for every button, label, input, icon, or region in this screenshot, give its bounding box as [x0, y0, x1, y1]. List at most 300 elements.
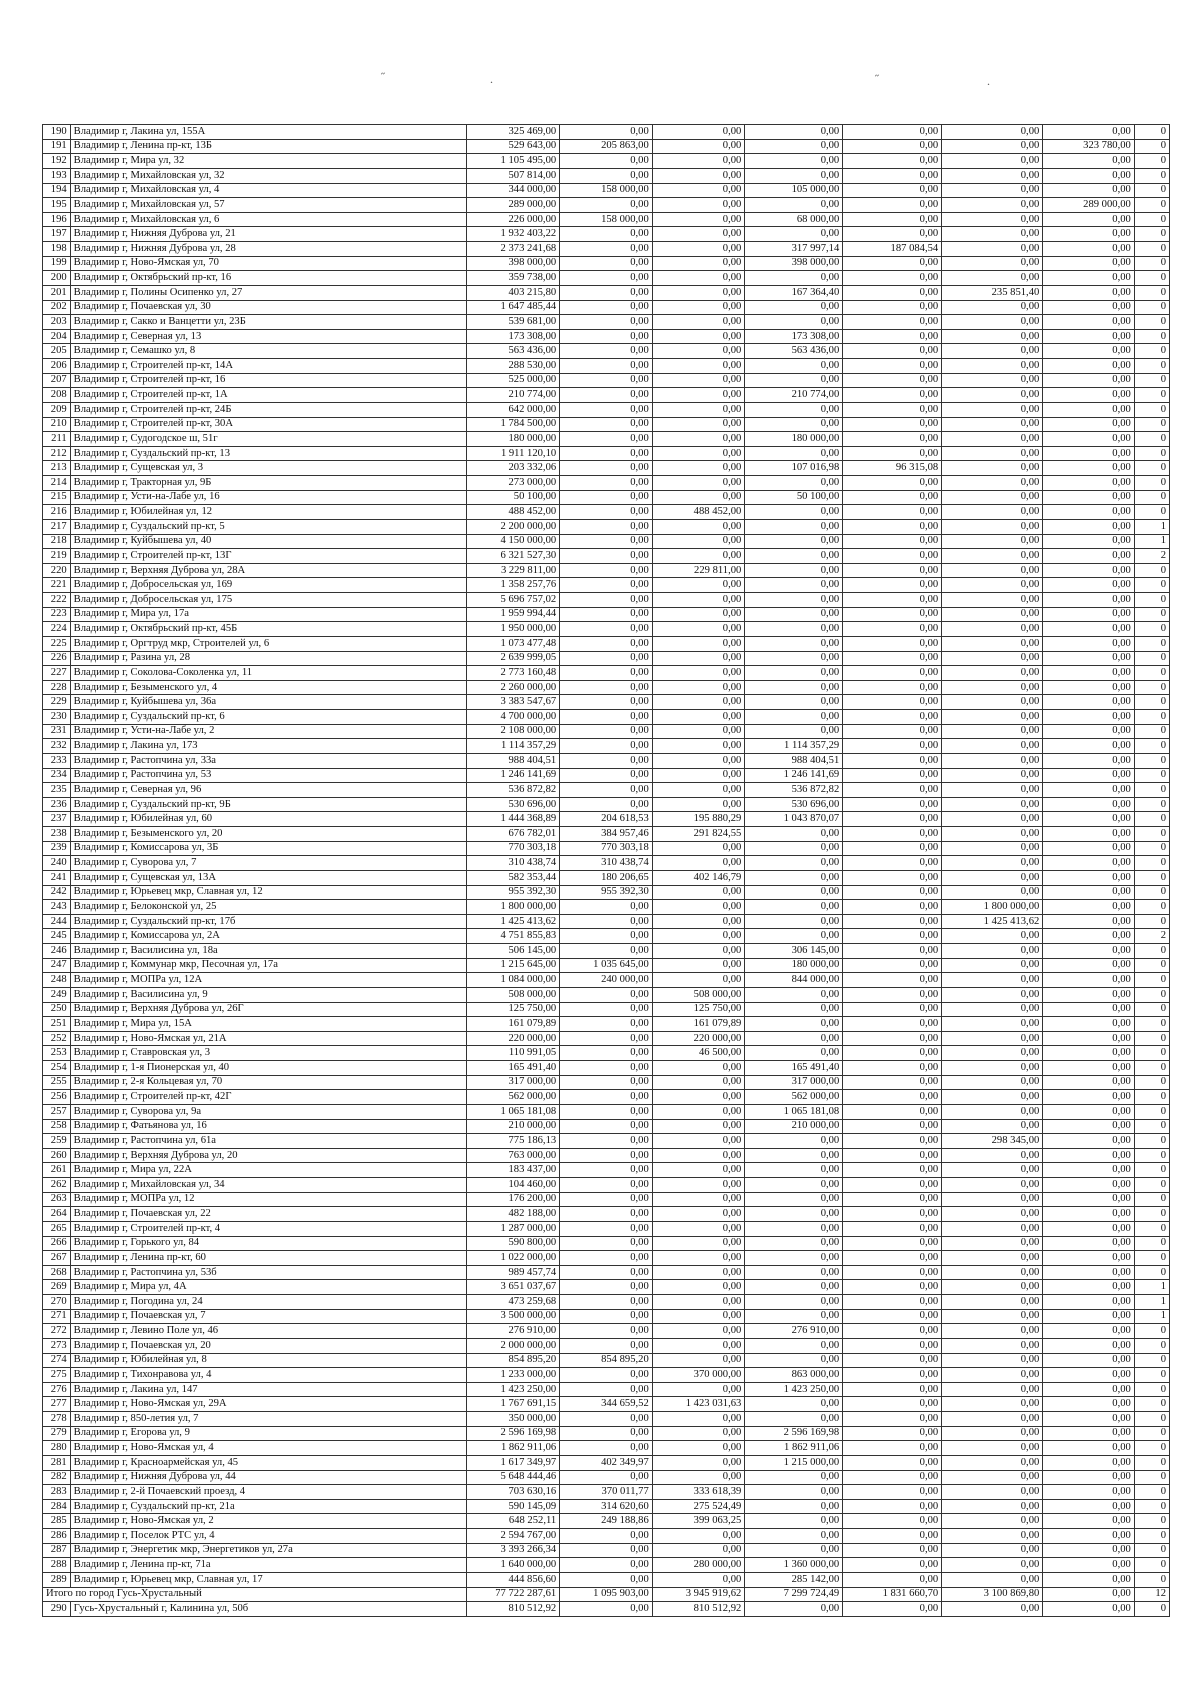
- amount-cell: 0,00: [843, 183, 942, 198]
- address-cell: Владимир г, Мира ул, 17а: [70, 607, 466, 622]
- amount-cell: 0,00: [652, 359, 745, 374]
- amount-cell: 0: [1134, 446, 1169, 461]
- amount-cell: 530 696,00: [466, 797, 560, 812]
- amount-cell: 0,00: [1043, 914, 1135, 929]
- amount-cell: 0,00: [652, 212, 745, 227]
- amount-cell: 2 596 169,98: [466, 1426, 560, 1441]
- amount-cell: 0: [1134, 1104, 1169, 1119]
- table-row: [43, 1558, 1170, 1573]
- amount-cell: 0,00: [1043, 812, 1135, 827]
- row-number: 235: [43, 783, 71, 798]
- amount-cell: 0,00: [843, 519, 942, 534]
- amount-cell: 0,00: [843, 1455, 942, 1470]
- amount-cell: 0: [1134, 300, 1169, 315]
- amount-cell: 0,00: [942, 651, 1043, 666]
- amount-cell: 0: [1134, 402, 1169, 417]
- amount-cell: 0,00: [560, 256, 653, 271]
- amount-cell: 0: [1134, 1178, 1169, 1193]
- amount-cell: 0,00: [942, 1046, 1043, 1061]
- amount-cell: 582 353,44: [466, 870, 560, 885]
- amount-cell: 0,00: [942, 549, 1043, 564]
- address-cell: Владимир г, Нижняя Дуброва ул, 21: [70, 227, 466, 242]
- amount-cell: 187 084,54: [843, 242, 942, 257]
- amount-cell: 0,00: [942, 710, 1043, 725]
- amount-cell: 0,00: [745, 1485, 843, 1500]
- address-cell: Владимир г, Судогодское ш, 51г: [70, 432, 466, 447]
- amount-cell: 0,00: [843, 987, 942, 1002]
- amount-cell: 0: [1134, 680, 1169, 695]
- amount-cell: 0,00: [942, 870, 1043, 885]
- amount-cell: 0: [1134, 1207, 1169, 1222]
- amount-cell: 2 773 160,48: [466, 666, 560, 681]
- address-cell: Владимир г, Верхняя Дуброва ул, 28А: [70, 563, 466, 578]
- amount-cell: 0,00: [1043, 944, 1135, 959]
- amount-cell: 7 299 724,49: [745, 1587, 843, 1602]
- amount-cell: 0,00: [1043, 432, 1135, 447]
- amount-cell: 0,00: [942, 753, 1043, 768]
- amount-cell: 0,00: [745, 1529, 843, 1544]
- amount-cell: 0: [1134, 183, 1169, 198]
- total-row: [43, 1587, 1170, 1602]
- amount-cell: 0,00: [942, 1455, 1043, 1470]
- amount-cell: 399 063,25: [652, 1514, 745, 1529]
- amount-cell: 0,00: [1043, 1295, 1135, 1310]
- address-cell: Владимир г, Строителей пр-кт, 4: [70, 1221, 466, 1236]
- amount-cell: 0,00: [843, 578, 942, 593]
- amount-cell: 0,00: [652, 607, 745, 622]
- amount-cell: 0,00: [652, 256, 745, 271]
- amount-cell: 508 000,00: [652, 987, 745, 1002]
- table-row: [43, 1514, 1170, 1529]
- amount-cell: 0: [1134, 359, 1169, 374]
- amount-cell: 0,00: [560, 1090, 653, 1105]
- amount-cell: 2 596 169,98: [745, 1426, 843, 1441]
- amount-cell: 1 114 357,29: [745, 739, 843, 754]
- address-cell: Владимир г, Михайловская ул, 4: [70, 183, 466, 198]
- amount-cell: 0: [1134, 768, 1169, 783]
- amount-cell: 0,00: [745, 315, 843, 330]
- amount-cell: 0,00: [1043, 183, 1135, 198]
- amount-cell: 0,00: [745, 578, 843, 593]
- address-cell: Владимир г, Юбилейная ул, 12: [70, 505, 466, 520]
- amount-cell: 0,00: [942, 593, 1043, 608]
- amount-cell: 0,00: [1043, 885, 1135, 900]
- amount-cell: 0,00: [652, 958, 745, 973]
- amount-cell: 0,00: [560, 680, 653, 695]
- amount-cell: 5 648 444,46: [466, 1470, 560, 1485]
- amount-cell: 0: [1134, 1265, 1169, 1280]
- amount-cell: 0,00: [1043, 593, 1135, 608]
- row-number: 253: [43, 1046, 71, 1061]
- amount-cell: 562 000,00: [745, 1090, 843, 1105]
- table-row: [43, 373, 1170, 388]
- row-number: 206: [43, 359, 71, 374]
- amount-cell: 0,00: [560, 417, 653, 432]
- amount-cell: 0,00: [745, 710, 843, 725]
- amount-cell: 0,00: [1043, 724, 1135, 739]
- amount-cell: 989 457,74: [466, 1265, 560, 1280]
- amount-cell: 0,00: [1043, 973, 1135, 988]
- amount-cell: 0: [1134, 724, 1169, 739]
- amount-cell: 0,00: [560, 710, 653, 725]
- amount-cell: 0,00: [560, 373, 653, 388]
- address-cell: Владимир г, Ново-Ямская ул, 70: [70, 256, 466, 271]
- table-row: [43, 402, 1170, 417]
- row-number: 265: [43, 1221, 71, 1236]
- amount-cell: 0,00: [745, 1221, 843, 1236]
- row-number: 287: [43, 1543, 71, 1558]
- amount-cell: 235 851,40: [942, 285, 1043, 300]
- amount-cell: 2 260 000,00: [466, 680, 560, 695]
- table-body: [43, 125, 1170, 1617]
- amount-cell: 1: [1134, 1295, 1169, 1310]
- address-cell: Владимир г, Суздальский пр-кт, 9Б: [70, 797, 466, 812]
- amount-cell: 0,00: [942, 1017, 1043, 1032]
- amount-cell: 0,00: [942, 1338, 1043, 1353]
- table-row: [43, 1412, 1170, 1427]
- amount-cell: 0,00: [560, 1382, 653, 1397]
- address-cell: Владимир г, Егорова ул, 9: [70, 1426, 466, 1441]
- amount-cell: 0: [1134, 315, 1169, 330]
- amount-cell: 0,00: [843, 1207, 942, 1222]
- amount-cell: 0,00: [942, 1075, 1043, 1090]
- amount-cell: 298 345,00: [942, 1134, 1043, 1149]
- table-row: [43, 198, 1170, 213]
- amount-cell: 0,00: [560, 402, 653, 417]
- row-number: 278: [43, 1412, 71, 1427]
- amount-cell: 2 000 000,00: [466, 1338, 560, 1353]
- table-row: [43, 724, 1170, 739]
- amount-cell: 0,00: [843, 695, 942, 710]
- amount-cell: 810 512,92: [652, 1602, 745, 1617]
- amount-cell: 0: [1134, 1090, 1169, 1105]
- amount-cell: 0,00: [1043, 783, 1135, 798]
- amount-cell: 0,00: [560, 476, 653, 491]
- row-number: 213: [43, 461, 71, 476]
- address-cell: Владимир г, Василисина ул, 9: [70, 987, 466, 1002]
- amount-cell: 0,00: [652, 285, 745, 300]
- amount-cell: 0,00: [745, 987, 843, 1002]
- amount-cell: 0,00: [1043, 1192, 1135, 1207]
- table-row: [43, 958, 1170, 973]
- amount-cell: 0,00: [560, 154, 653, 169]
- amount-cell: 0,00: [843, 1426, 942, 1441]
- amount-cell: 0,00: [560, 914, 653, 929]
- table-row: [43, 1338, 1170, 1353]
- table-row: [43, 315, 1170, 330]
- amount-cell: 2 639 999,05: [466, 651, 560, 666]
- amount-cell: 0,00: [843, 1031, 942, 1046]
- amount-cell: 0,00: [745, 359, 843, 374]
- amount-cell: 1 215 645,00: [466, 958, 560, 973]
- row-number: 288: [43, 1558, 71, 1573]
- amount-cell: 1 065 181,08: [745, 1104, 843, 1119]
- amount-cell: 0,00: [652, 929, 745, 944]
- address-cell: Владимир г, Погодина ул, 24: [70, 1295, 466, 1310]
- amount-cell: 988 404,51: [745, 753, 843, 768]
- amount-cell: 0,00: [745, 1412, 843, 1427]
- amount-cell: 0,00: [1043, 958, 1135, 973]
- table-row: [43, 622, 1170, 637]
- amount-cell: 0,00: [1043, 519, 1135, 534]
- amount-cell: 310 438,74: [466, 856, 560, 871]
- amount-cell: 0,00: [942, 1470, 1043, 1485]
- address-cell: Гусь-Хрустальный г, Калинина ул, 50б: [70, 1602, 466, 1617]
- table-row: [43, 1163, 1170, 1178]
- table-row: [43, 1119, 1170, 1134]
- amount-cell: 0: [1134, 476, 1169, 491]
- amount-cell: 0,00: [843, 1470, 942, 1485]
- row-number: 247: [43, 958, 71, 973]
- amount-cell: 285 142,00: [745, 1572, 843, 1587]
- amount-cell: 1 425 413,62: [466, 914, 560, 929]
- amount-cell: 0,00: [843, 1572, 942, 1587]
- amount-cell: 240 000,00: [560, 973, 653, 988]
- amount-cell: 0,00: [942, 402, 1043, 417]
- amount-cell: 0: [1134, 242, 1169, 257]
- amount-cell: 0,00: [745, 885, 843, 900]
- amount-cell: 0,00: [843, 1485, 942, 1500]
- amount-cell: 0,00: [560, 315, 653, 330]
- amount-cell: 0,00: [942, 856, 1043, 871]
- amount-cell: 0,00: [1043, 929, 1135, 944]
- amount-cell: 0,00: [1043, 1075, 1135, 1090]
- amount-cell: 0: [1134, 329, 1169, 344]
- amount-cell: 180 000,00: [745, 958, 843, 973]
- row-number: 269: [43, 1280, 71, 1295]
- amount-cell: 402 349,97: [560, 1455, 653, 1470]
- amount-cell: 0: [1134, 870, 1169, 885]
- amount-cell: 0: [1134, 154, 1169, 169]
- amount-cell: 0,00: [1043, 607, 1135, 622]
- row-number: 222: [43, 593, 71, 608]
- amount-cell: 183 437,00: [466, 1163, 560, 1178]
- amount-cell: 0,00: [1043, 1499, 1135, 1514]
- amount-cell: 210 774,00: [745, 388, 843, 403]
- amount-cell: 0,00: [1043, 1119, 1135, 1134]
- amount-cell: 0,00: [843, 1075, 942, 1090]
- amount-cell: 0,00: [843, 783, 942, 798]
- table-row: [43, 812, 1170, 827]
- amount-cell: 0,00: [843, 1178, 942, 1193]
- amount-cell: 0,00: [652, 1178, 745, 1193]
- table-row: [43, 783, 1170, 798]
- amount-cell: 0,00: [652, 1324, 745, 1339]
- amount-cell: 0,00: [745, 198, 843, 213]
- amount-cell: 0,00: [843, 724, 942, 739]
- amount-cell: 0,00: [1043, 900, 1135, 915]
- amount-cell: 0,00: [1043, 622, 1135, 637]
- amount-cell: 0,00: [1043, 256, 1135, 271]
- amount-cell: 0,00: [652, 900, 745, 915]
- address-cell: Владимир г, Комиссарова ул, 3Б: [70, 841, 466, 856]
- amount-cell: 0,00: [652, 1236, 745, 1251]
- amount-cell: 0,00: [652, 461, 745, 476]
- address-cell: Владимир г, Почаевская ул, 7: [70, 1309, 466, 1324]
- row-number: 211: [43, 432, 71, 447]
- amount-cell: 0,00: [843, 1602, 942, 1617]
- amount-cell: 0: [1134, 344, 1169, 359]
- address-cell: Владимир г, Верхняя Дуброва ул, 26Г: [70, 1002, 466, 1017]
- amount-cell: 0,00: [652, 154, 745, 169]
- amount-cell: 0,00: [942, 388, 1043, 403]
- table-row: [43, 929, 1170, 944]
- amount-cell: 0,00: [560, 271, 653, 286]
- amount-cell: 0,00: [745, 1470, 843, 1485]
- amount-cell: 0,00: [942, 271, 1043, 286]
- address-cell: Владимир г, Растопчина ул, 61а: [70, 1134, 466, 1149]
- amount-cell: 0: [1134, 1470, 1169, 1485]
- table-row: [43, 1251, 1170, 1266]
- address-cell: Владимир г, Левино Поле ул, 46: [70, 1324, 466, 1339]
- amount-cell: 0,00: [652, 1412, 745, 1427]
- row-number: 258: [43, 1119, 71, 1134]
- row-number: 279: [43, 1426, 71, 1441]
- amount-cell: 3 383 547,67: [466, 695, 560, 710]
- address-cell: Владимир г, Ленина пр-кт, 71а: [70, 1558, 466, 1573]
- amount-cell: 0,00: [560, 739, 653, 754]
- amount-cell: 0,00: [652, 227, 745, 242]
- amount-cell: 0,00: [843, 212, 942, 227]
- row-number: 259: [43, 1134, 71, 1149]
- row-number: 272: [43, 1324, 71, 1339]
- amount-cell: 0,00: [652, 1338, 745, 1353]
- table-row: [43, 490, 1170, 505]
- amount-cell: 0,00: [1043, 1426, 1135, 1441]
- row-number: 198: [43, 242, 71, 257]
- amount-cell: 0,00: [560, 432, 653, 447]
- total-label: Итого по город Гусь-Хрустальный: [43, 1587, 467, 1602]
- amount-cell: 0,00: [942, 929, 1043, 944]
- amount-cell: 0,00: [560, 1061, 653, 1076]
- amount-cell: 0,00: [652, 1265, 745, 1280]
- amount-cell: 0,00: [1043, 1251, 1135, 1266]
- amount-cell: 0: [1134, 1251, 1169, 1266]
- amount-cell: 0,00: [745, 402, 843, 417]
- amount-cell: 0,00: [745, 607, 843, 622]
- row-number: 226: [43, 651, 71, 666]
- amount-cell: 0,00: [652, 432, 745, 447]
- row-number: 254: [43, 1061, 71, 1076]
- amount-cell: 0,00: [942, 417, 1043, 432]
- table-row: [43, 739, 1170, 754]
- amount-cell: 205 863,00: [560, 139, 653, 154]
- amount-cell: 0,00: [1043, 695, 1135, 710]
- amount-cell: 12: [1134, 1587, 1169, 1602]
- amount-cell: 0,00: [1043, 1543, 1135, 1558]
- amount-cell: 1 950 000,00: [466, 622, 560, 637]
- amount-cell: 0,00: [560, 651, 653, 666]
- amount-cell: 0,00: [652, 1075, 745, 1090]
- amount-cell: 0,00: [560, 666, 653, 681]
- amount-cell: 4 150 000,00: [466, 534, 560, 549]
- amount-cell: 0: [1134, 666, 1169, 681]
- table-row: [43, 1368, 1170, 1383]
- amount-cell: 0,00: [1043, 1163, 1135, 1178]
- amount-cell: 0,00: [560, 1324, 653, 1339]
- amount-cell: 0,00: [942, 1485, 1043, 1500]
- amount-cell: 0,00: [1043, 271, 1135, 286]
- amount-cell: 0: [1134, 622, 1169, 637]
- amount-cell: 0,00: [560, 622, 653, 637]
- address-cell: Владимир г, Коммунар мкр, Песочная ул, 17а: [70, 958, 466, 973]
- amount-cell: 0,00: [652, 1470, 745, 1485]
- amount-cell: 0: [1134, 285, 1169, 300]
- amount-cell: 0,00: [942, 1499, 1043, 1514]
- amount-cell: 289 000,00: [466, 198, 560, 213]
- amount-cell: 0,00: [652, 1119, 745, 1134]
- amount-cell: 0,00: [560, 1441, 653, 1456]
- amount-cell: 0,00: [652, 797, 745, 812]
- amount-cell: 5 696 757,02: [466, 593, 560, 608]
- table-row: [43, 300, 1170, 315]
- address-cell: Владимир г, Сущевская ул, 13А: [70, 870, 466, 885]
- amount-cell: 0,00: [843, 739, 942, 754]
- table-row: [43, 534, 1170, 549]
- amount-cell: 0,00: [942, 1324, 1043, 1339]
- amount-cell: 0,00: [843, 1558, 942, 1573]
- amount-cell: 0,00: [560, 242, 653, 257]
- amount-cell: 0,00: [560, 388, 653, 403]
- table-row: [43, 505, 1170, 520]
- address-cell: Владимир г, Ленина пр-кт, 13Б: [70, 139, 466, 154]
- amount-cell: 0,00: [652, 1426, 745, 1441]
- table-row: [43, 1353, 1170, 1368]
- amount-cell: 0,00: [745, 695, 843, 710]
- amount-cell: 0,00: [843, 154, 942, 169]
- amount-cell: 0: [1134, 168, 1169, 183]
- table-row: [43, 1002, 1170, 1017]
- amount-cell: 0,00: [843, 870, 942, 885]
- amount-cell: 0,00: [942, 125, 1043, 140]
- amount-cell: 0,00: [843, 768, 942, 783]
- table-row: [43, 344, 1170, 359]
- amount-cell: 158 000,00: [560, 212, 653, 227]
- amount-cell: 158 000,00: [560, 183, 653, 198]
- amount-cell: 1: [1134, 534, 1169, 549]
- amount-cell: 0,00: [942, 695, 1043, 710]
- amount-cell: 210 000,00: [466, 1119, 560, 1134]
- amount-cell: 0,00: [843, 1104, 942, 1119]
- amount-cell: 0,00: [942, 1002, 1043, 1017]
- row-number: 290: [43, 1602, 71, 1617]
- amount-cell: 0,00: [942, 973, 1043, 988]
- amount-cell: 0: [1134, 900, 1169, 915]
- row-number: 193: [43, 168, 71, 183]
- amount-cell: 0,00: [942, 1119, 1043, 1134]
- amount-cell: 0: [1134, 1002, 1169, 1017]
- amount-cell: 0,00: [942, 1412, 1043, 1427]
- amount-cell: 276 910,00: [466, 1324, 560, 1339]
- amount-cell: 0,00: [652, 1280, 745, 1295]
- amount-cell: 0,00: [745, 125, 843, 140]
- amount-cell: 0,00: [1043, 636, 1135, 651]
- amount-cell: 0,00: [942, 1221, 1043, 1236]
- amount-cell: 955 392,30: [560, 885, 653, 900]
- amount-cell: 3 100 869,80: [942, 1587, 1043, 1602]
- amount-cell: 0,00: [560, 168, 653, 183]
- amount-cell: 289 000,00: [1043, 198, 1135, 213]
- amount-cell: 0,00: [843, 1134, 942, 1149]
- table-row: [43, 519, 1170, 534]
- amount-cell: 3 945 919,62: [652, 1587, 745, 1602]
- amount-cell: 0,00: [1043, 1221, 1135, 1236]
- amount-cell: 1 800 000,00: [942, 900, 1043, 915]
- amount-cell: 1 246 141,69: [466, 768, 560, 783]
- amount-cell: 0,00: [1043, 710, 1135, 725]
- amount-cell: 0,00: [652, 944, 745, 959]
- address-cell: Владимир г, Энергетик мкр, Энергетиков ул, 27а: [70, 1543, 466, 1558]
